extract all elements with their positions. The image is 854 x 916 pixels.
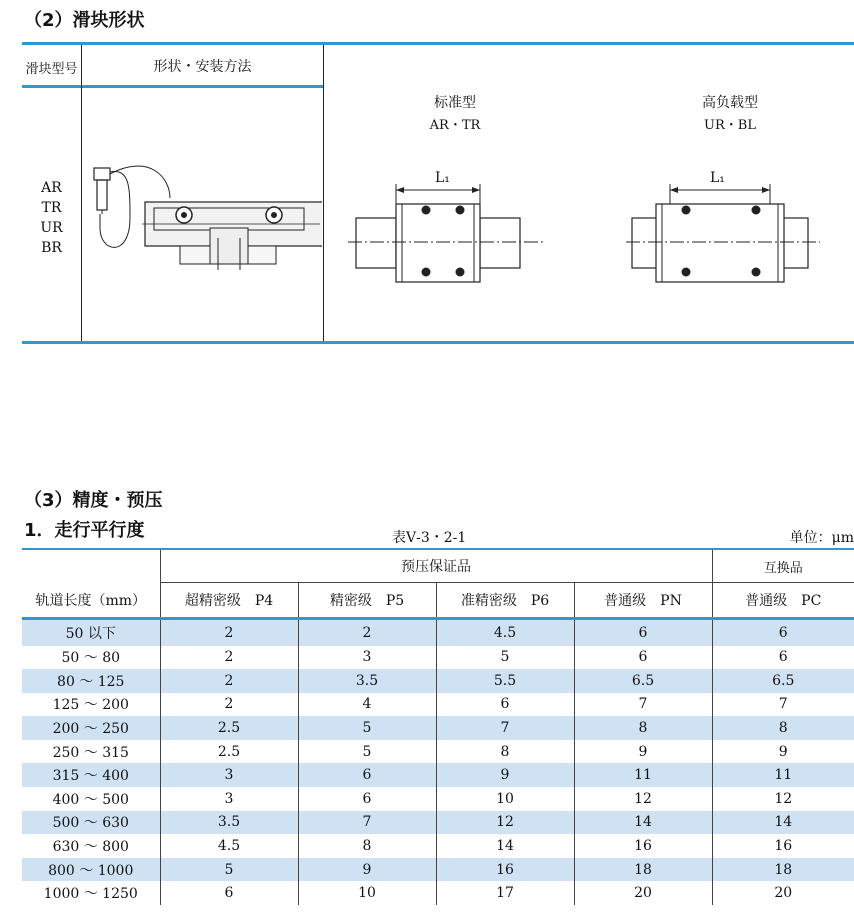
section2-heading: （2）滑块形状 (24, 10, 145, 31)
table-cell: 8 (298, 834, 436, 858)
type-tr: TR (41, 200, 62, 216)
table-cell: 11 (712, 763, 854, 787)
group-empty (22, 549, 160, 583)
col-p6: 准精密级 P6 (436, 583, 574, 619)
heavy-dim-label: L₁ (710, 170, 725, 186)
table-cell: 10 (298, 881, 436, 905)
table-cell: 8 (436, 740, 574, 764)
table-row (22, 669, 854, 693)
table-cell: 6.5 (574, 669, 712, 693)
table-cell: 2.5 (160, 740, 298, 764)
table-cell: 4.5 (160, 834, 298, 858)
table-cell: 20 (774, 885, 793, 902)
section3-heading: （3）精度・预压 (24, 490, 163, 511)
table-cell: 9 (574, 740, 712, 764)
table-cell: 16 (774, 838, 793, 855)
table-cell: 6 (712, 618, 854, 646)
table-cell: 80 ～ 125 (22, 669, 160, 693)
table-row (22, 881, 854, 905)
col-pn: 普通级 PN (574, 583, 712, 619)
table-cell: 7 (298, 811, 436, 835)
table-cell: 9 (778, 743, 788, 760)
type-ur: UR (40, 220, 63, 236)
table-cell: 6 (778, 649, 788, 666)
unit-label: 单位：μm (789, 530, 854, 546)
group-interchange: 互换品 (712, 549, 854, 583)
header-rule (22, 85, 324, 88)
table-cell: 10 (436, 787, 574, 811)
type-list (22, 178, 81, 258)
table-cell: 17 (436, 881, 574, 905)
divider-type (81, 45, 82, 341)
table-cell: 630 ～ 800 (22, 834, 160, 858)
table-cell: 8 (574, 716, 712, 740)
table-row (22, 787, 854, 811)
table-cell: 18 (574, 858, 712, 882)
heavy-title: 高负载型 (702, 95, 758, 111)
table-cell: 3.5 (160, 811, 298, 835)
table-cell: 18 (712, 858, 854, 882)
table-cell: 5 (298, 740, 436, 764)
table-cell: 12 (574, 787, 712, 811)
table-row (22, 740, 854, 764)
table-cell: 800 ～ 1000 (22, 858, 160, 882)
table-cell: 8 (712, 716, 854, 740)
table-cell: 2 (160, 669, 298, 693)
col-pc: 普通级 PC (745, 592, 822, 609)
top-rule (22, 42, 854, 45)
table-cell: 14 (436, 834, 574, 858)
col-type-header: 滑块型号 (25, 62, 78, 77)
col-shape-header: 形状・安装方法 (153, 59, 252, 75)
table-cell: 50 ～ 80 (22, 646, 160, 670)
parallelism-table (22, 548, 854, 905)
table-cell: 250 ～ 315 (22, 740, 160, 764)
col-p5: 精密级 P5 (298, 583, 436, 619)
heavy-slider-drawing (624, 180, 824, 290)
col-p4: 超精密级 P4 (160, 583, 298, 619)
table-cell: 5 (160, 858, 298, 882)
table-cell: 50 以下 (22, 618, 160, 646)
table-cell: 12 (436, 811, 574, 835)
table-cell: 12 (774, 790, 793, 807)
table-cell: 315 ～ 400 (22, 763, 160, 787)
section3-subheading: 1．走行平行度 (24, 520, 145, 541)
table-cell: 2 (160, 618, 298, 646)
table-cell: 7 (436, 716, 574, 740)
table-row (22, 858, 854, 882)
table-cell: 200 ～ 250 (22, 716, 160, 740)
table-row (22, 834, 854, 858)
col-length: 轨道长度（mm） (22, 583, 160, 619)
standard-dim-label: L₁ (435, 170, 450, 186)
table-row (22, 618, 854, 646)
table-cell: 16 (574, 834, 712, 858)
table-cell: 400 ～ 500 (22, 787, 160, 811)
heavy-models: UR・BL (704, 118, 756, 133)
table-cell: 6 (298, 787, 436, 811)
standard-models: AR・TR (429, 118, 481, 133)
table-cell: 6 (574, 618, 712, 646)
standard-title: 标准型 (434, 95, 476, 111)
table-cell: 3.5 (298, 669, 436, 693)
type-br: BR (41, 240, 62, 256)
table-cell: 6 (160, 881, 298, 905)
table-cell: 11 (574, 763, 712, 787)
table-cell: 3 (298, 646, 436, 670)
table-cell: 6.5 (712, 669, 854, 693)
table-cell: 5 (298, 716, 436, 740)
table-cell: 9 (436, 763, 574, 787)
column-header-row (22, 583, 854, 619)
table-row (22, 811, 854, 835)
table-cell: 16 (436, 858, 574, 882)
table-row (22, 693, 854, 717)
table-cell: 4 (298, 693, 436, 717)
bottom-rule (22, 341, 854, 344)
table-cell: 125 ～ 200 (22, 693, 160, 717)
table-title: 表Ⅴ-3・2-1 (392, 530, 467, 546)
table-cell: 2 (160, 646, 298, 670)
table-cell: 2.5 (160, 716, 298, 740)
table-cell: 9 (298, 858, 436, 882)
table-cell: 3 (160, 763, 298, 787)
table-cell: 14 (712, 811, 854, 835)
table-cell: 5.5 (436, 669, 574, 693)
table-cell: 3 (160, 787, 298, 811)
table-cell: 7 (574, 693, 712, 717)
divider-shape (323, 45, 324, 341)
table-cell: 6 (436, 693, 574, 717)
group-preload: 预压保证品 (160, 549, 712, 583)
table-cell: 1000 ～ 1250 (22, 881, 160, 905)
table-cell: 4.5 (436, 618, 574, 646)
table-cell: 7 (778, 696, 788, 713)
table-cell: 2 (160, 693, 298, 717)
slider-mounting-illustration (90, 158, 322, 270)
standard-slider-drawing (344, 180, 554, 290)
table-row (22, 646, 854, 670)
table-row (22, 716, 854, 740)
table-cell: 14 (574, 811, 712, 835)
table-cell: 6 (298, 763, 436, 787)
type-ar: AR (41, 180, 62, 196)
table-cell: 6 (574, 646, 712, 670)
group-header-row (22, 549, 854, 583)
table-cell: 2 (298, 618, 436, 646)
table-cell: 500 ～ 630 (22, 811, 160, 835)
table-cell: 5 (436, 646, 574, 670)
table-cell: 20 (574, 881, 712, 905)
table-row (22, 763, 854, 787)
